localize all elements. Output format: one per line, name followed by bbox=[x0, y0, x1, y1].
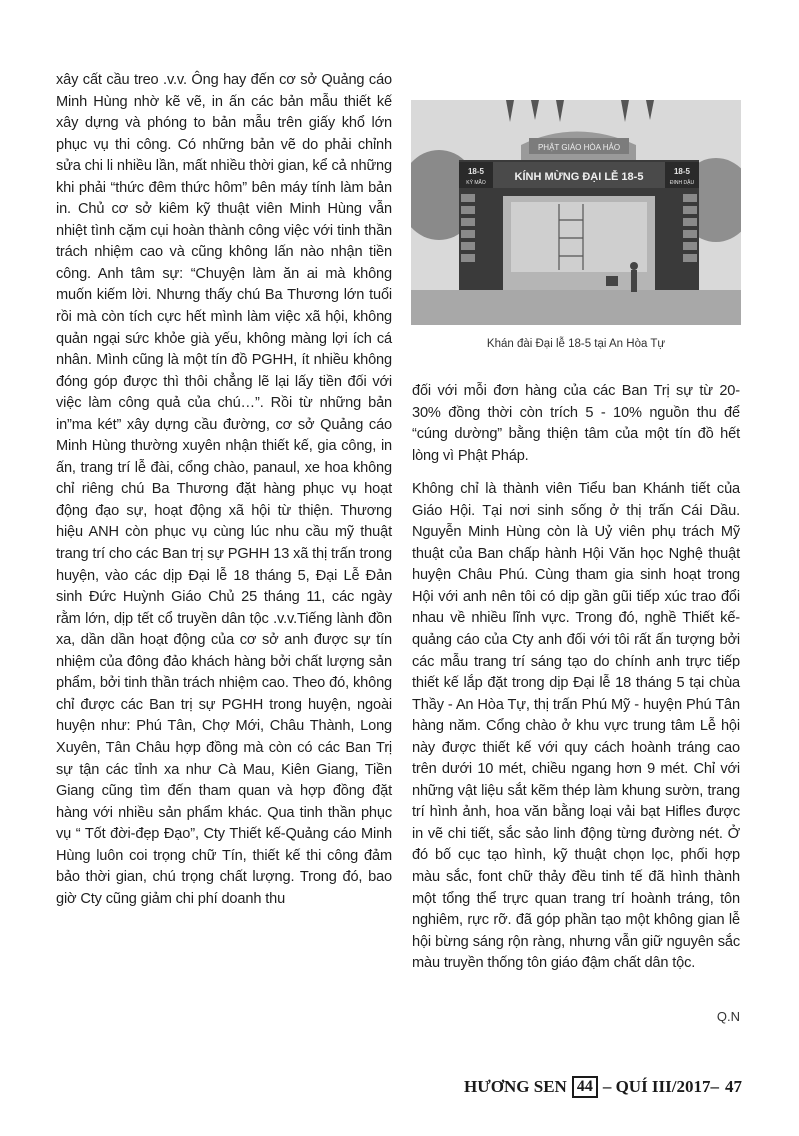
side-right-text: 18-5 bbox=[673, 167, 691, 176]
issue-number: 44 bbox=[572, 1076, 598, 1098]
quarter-label: – QUÍ III/2017– bbox=[602, 1077, 719, 1096]
banner-main-text: KÍNH MỪNG ĐẠI LỄ 18-5 bbox=[514, 171, 644, 183]
article-paragraph: đối với mỗi đơn hàng của các Ban Trị sự từ 20-30% đồng thời còn trích 5 - 10% nguồn thu để “cúng dường” bằng thiện tâm của một tín đồ hết lòng vì Phật Pháp. bbox=[412, 383, 740, 464]
festival-gate-photo bbox=[411, 100, 741, 325]
left-column bbox=[56, 70, 392, 910]
page-number: 47 bbox=[725, 1077, 742, 1096]
article-paragraph: Không chỉ là thành viên Tiểu ban Khánh tiết của Giáo Hội. Tại nơi sinh sống ở thị trấn Cái Dầu. Nguyễn Minh Hùng còn là Uỷ viên phụ trách Mỹ thuật của Ban chấp hành Hội Văn học Nghệ thuật huyện Châu Phú. Cùng tham gia sinh hoạt trong Hội với anh nên tôi có dịp gần gũi tiếp xúc trao đổi nhau về nhiều lĩnh vực. Trong đó, nghề Thiết kế-quảng cáo của Cty anh đối với tôi rất ấn tượng bởi các mẫu trang trí sáng tạo do chính anh trực tiếp thiết kế lắp đặt trong dịp Đại lễ 18 tháng 5 tại chùa Thầy - An Hòa Tự, thị trấn Phú Mỹ - huyện Phú Tân hàng năm. Cổng chào ở khu vực trung tâm Lễ hội này được thiết kế với quy cách hoành tráng cao trên dưới 10 mét, chiều ngang hơn 9 mét. Chỉ với những vật liệu sắt kẽm thép làm khung sườn, trang trí hình ảnh, hoa văn bằng loại vải bạt Hifles được in vẽ chi tiết, sắc sảo linh động từng đường nét. Ở đó bố cục tạo hình, kỹ thuật chọn lọc, phối hợp màu sắc, font chữ thảy đều tinh tế đã hình thành một tổng thể trực quan trang trí hoành tráng, tôn nghiêm, rực rỡ. đã góp phần tạo một không gian lễ hội bừng sáng rộn ràng, nhưng vẫn giữ nguyên sắc màu truyền thống tôn giáo đậm chất dân tộc. bbox=[412, 481, 740, 972]
banner-top-text: PHẬT GIÁO HÒA HẢO bbox=[537, 143, 621, 152]
side-right-sub-text: ĐINH DẬU bbox=[669, 180, 695, 186]
magazine-name: HƯƠNG SEN bbox=[464, 1077, 567, 1096]
side-left-sub-text: KỶ MÃO bbox=[466, 180, 486, 186]
right-column bbox=[412, 381, 740, 975]
side-left-text: 18-5 bbox=[467, 167, 485, 176]
author-signature: Q.N bbox=[716, 1009, 740, 1024]
photo-caption: Khán đài Đại lễ 18-5 tại An Hòa Tự bbox=[486, 338, 666, 350]
article-paragraph: xây cất cầu treo .v.v. Ông hay đến cơ sở Quảng cáo Minh Hùng nhờ kẽ vẽ, in ấn các bản mẫu thiết kế xây dựng và phóng to bản mẫu trên giấy khổ lớn phục vụ thi công. Có những bản vẽ do phải chỉnh sửa chi li nhiều lần, mất nhiều thời gian, kể cả những khi phải “thức đêm thức hôm” bên máy tính làm bản in. Chủ cơ sở kiêm kỹ thuật viên Minh Hùng vẫn nhiệt tình cặm cụi hoàn thành công việc với tinh thần trách nhiệm cao và cũng không lấn nào nhận tiền công. Anh tâm sự: “Chuyện làm ăn ai mà không muốn kiếm lời. Nhưng thấy chú Ba Thương lớn tuổi rồi mà còn tích cực hết mình làm việc xã hội, không quản ngại sức khỏe già yếu, không màng lợi ích cá nhân. Mình cũng là một tín đồ PGHH, ít nhiều không đóng góp được thì thôi chẳng lẽ lại lấy tiền đối với việc làm công quả của chú…”. Rồi từ những bản in”ma két” xây dựng cầu đường, cơ sở Quảng cáo Minh Hùng thường xuyên nhận thiết kế, gia công, in ấn, trang trí lễ đài, cổng chào, panaul, xe hoa không chỉ riêng chú Ba Thương đặt hàng phục vụ hoạt động đạo sự, hoạt động xã hội từ thiện. Thương hiệu ANH còn phục vụ cùng lúc nhu cầu mỹ thuật trang trí cho các Ban trị sự PGHH 13 xã thị trấn trong huyện, vào các dịp Đại lễ 18 tháng 5, Đại Lễ Đản sinh Đức Huỳnh Giáo Chủ 25 tháng 11, các ngày rằm lớn, dịp tết cổ truyền dân tộc .v.v.Tiếng lành đồn xa, dần dần hoạt động của cơ sở anh được sự tín nhiệm của đông đảo khách hàng bởi chất lượng sản phẩm, bởi tinh thần trách nhiệm cao. Theo đó, không chỉ được các Ban trị sự PGHH trong huyện, ngoài huyện như: Phú Tân, Chợ Mới, Châu Thành, Long Xuyên, Tân Châu hợp đồng mà còn có các Ban Trị sự tận các tỉnh xa như Cà Mau, Kiên Giang, Tiền Giang cũng tìm đến tham quan và hợp đồng đặt hàng với nhiều sản phẩm khác. Qua tinh thần phục vụ “ Tốt đời-đẹp Đạo”, Cty Thiết kế-Quảng cáo Minh Hùng luôn coi trọng chữ Tín, thiết kế thi công đảm bảo thời gian, chú trọng chất lượng. Trong đó, bao giờ Cty cũng giảm chi phí doanh thu bbox=[56, 72, 392, 907]
page-footer bbox=[420, 1074, 742, 1100]
